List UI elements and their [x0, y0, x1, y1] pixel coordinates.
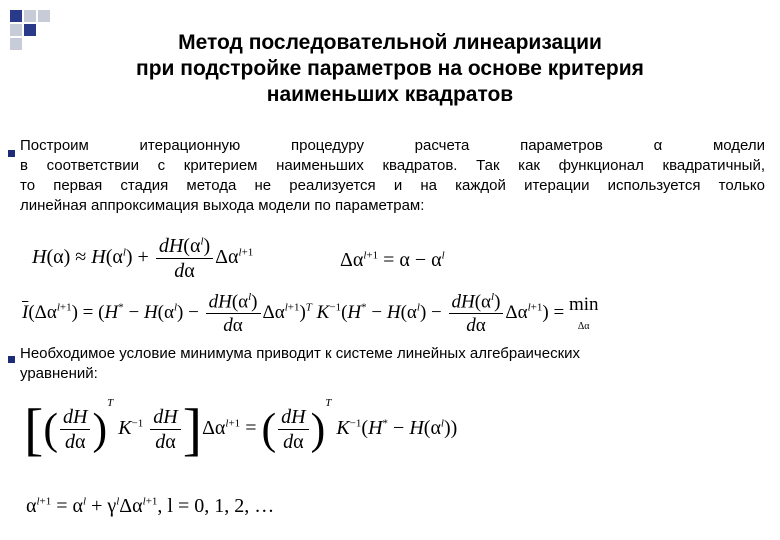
- intro-line-2: в соответствии с критерием наименьших квадратов. Так как функционал квадратичный,: [20, 157, 765, 174]
- condition-paragraph: [20, 344, 720, 384]
- min-subscript: Δα: [577, 320, 590, 332]
- linearization-formula: $H(\alpha) \approx H(\alpha^l)$ + $\frac{dH(\alpha^l)}{d\alpha}$ $\Delta\alpha^{l+1}$: [32, 235, 254, 282]
- bullet-icon: [8, 150, 15, 157]
- criterion-formula: $\overline{I}(\Delta\alpha^{l+1}) = (H^* - H(\alpha^l)$ − $\frac{dH(\alpha^l)}{d\alpha}$ $\Delta\alpha^{l+1})^T$ $K^{-1}(H^* - H(\alpha^l)$ − $\frac{dH(\alpha^l)}{d\alpha}$ $\Delta\alpha^{l+1}) = \min$ Δα: [22, 291, 599, 337]
- iteration-tail: , l = 0, 1, 2, …: [157, 495, 275, 517]
- intro-paragraph: [20, 136, 765, 216]
- title-line-1: Метод последовательной линеаризации: [178, 31, 602, 54]
- intro-line-4: линейная аппроксимация выхода модели по параметрам:: [20, 197, 425, 214]
- normal-equations-formula: [( $\frac{dH}{d\alpha}$ )$^T$ $K^{-1}$ $\frac{dH}{d\alpha}$ ]$\Delta\alpha^{l+1}$ = ( $\frac{dH}{d\alpha}$ )$^T$ $K^{-1}(H^* - H(\alpha^l))$: [24, 396, 458, 462]
- slide-title: [40, 30, 740, 108]
- condition-line-2: уравнений:: [20, 365, 98, 382]
- iteration-formula: $\alpha^{l+1} = \alpha^l + \gamma^l\Delta\alpha^{l+1}$, l = 0, 1, 2, …: [26, 495, 275, 517]
- condition-line-1: Необходимое условие минимума приводит к системе линейных алгебраических: [20, 345, 581, 362]
- title-line-2: при подстройке параметров на основе критерия: [136, 57, 644, 80]
- title-line-3: наименьших квадратов: [266, 83, 514, 106]
- intro-line-3: то первая стадия метода не реализуется и на каждой итерации используется только: [20, 177, 765, 194]
- increment-formula: $\Delta\alpha^{l+1} = \alpha - \alpha^l$: [340, 249, 445, 271]
- min-label: min: [568, 293, 599, 315]
- intro-line-1: Построим итерационную процедуру расчета параметров α модели: [20, 137, 765, 154]
- bullet-icon: [8, 356, 15, 363]
